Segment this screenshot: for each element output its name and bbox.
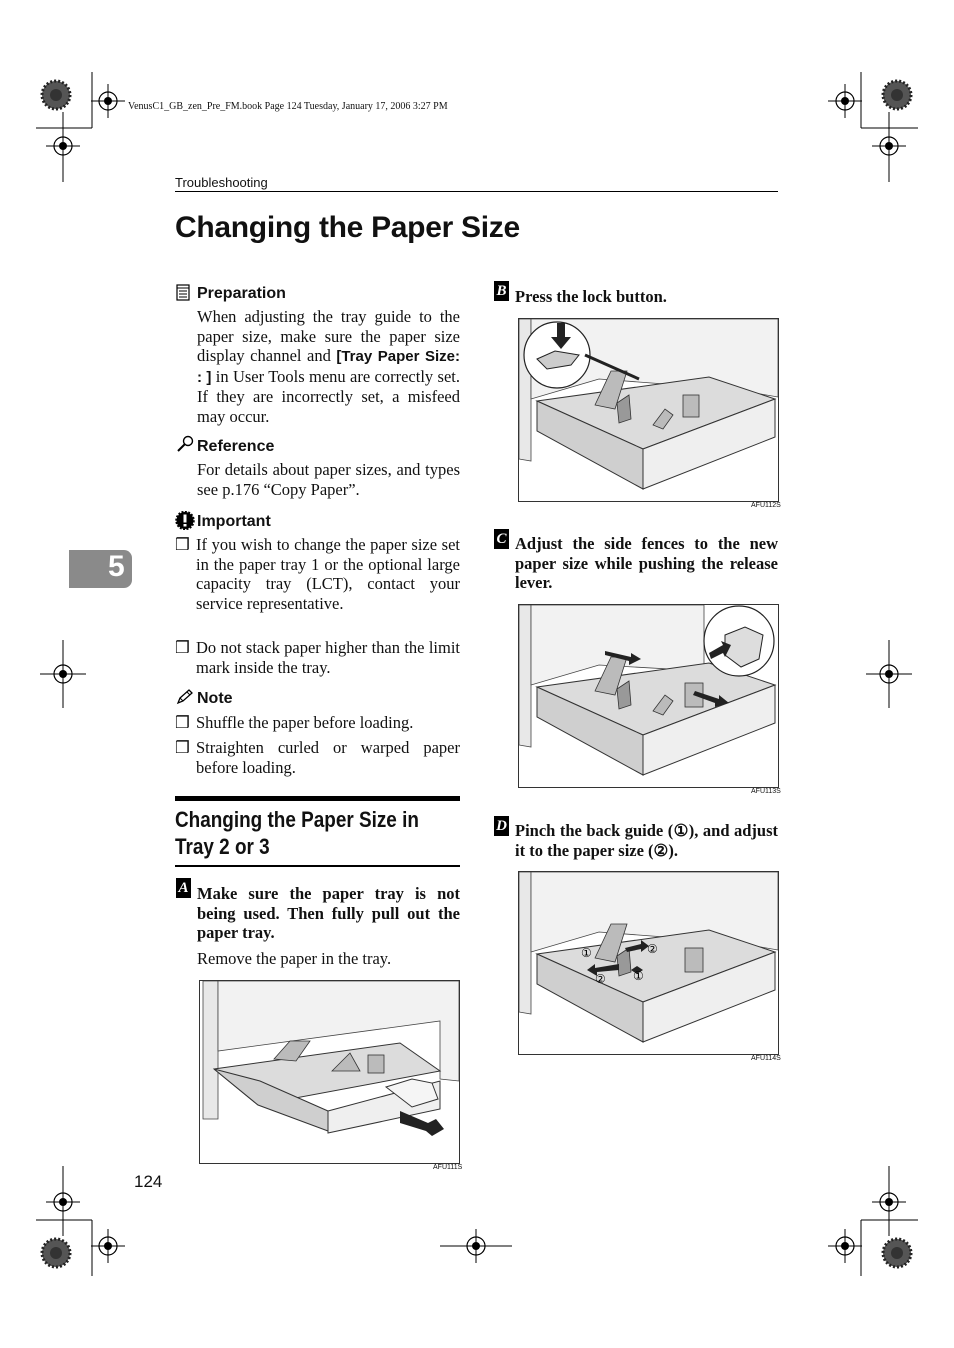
important-item [175,638,460,677]
important-item-text: Do not stack paper higher than the limit mark inside the tray. [196,638,460,677]
header-rule [175,191,778,192]
figure-3-code: AFU113S [751,788,781,795]
step-1-badge: A [176,878,191,898]
figure-1-code: AFU111S [433,1164,463,1171]
callout-1: ① [581,946,592,960]
reference-magnifier-icon [176,435,194,453]
subsection-rule-bottom [175,865,460,867]
figure-pull-out-tray [199,980,460,1164]
preparation-heading: Preparation [197,285,286,302]
note-item-text: Straighten curled or warped paper before loading. [196,738,460,777]
bullet-box-icon: ❒ [175,713,190,732]
figure-2-code: AFU112S [751,502,781,509]
step-2-badge: B [494,281,509,301]
running-head: Troubleshooting [175,175,268,190]
important-item [175,535,460,613]
subsection-title: Changing the Paper Size in Tray 2 or 3 [175,807,419,859]
preparation-text-before: When adjusting the tray guide to the paper size, make sure the paper size display channel and [197,307,460,366]
figure-press-lock-button [518,318,779,502]
bullet-box-icon: ❒ [175,738,190,757]
bullet-box-icon: ❒ [175,638,190,657]
note-pencil-icon [176,689,194,705]
callout-2: ② [647,942,658,956]
bullet-box-icon: ❒ [175,535,190,554]
callout-1: ① [633,969,644,983]
step-3-badge: C [494,529,509,549]
note-heading: Note [197,690,233,707]
figure-4-code: AFU114S [751,1055,781,1062]
page-number: 124 [134,1172,163,1191]
tray-paper-size-key: [Tray Paper Size: : ] [197,348,461,386]
callout-2: ② [595,972,606,986]
step-2-text: Press the lock button. [515,287,667,306]
file-info: VenusC1_GB_zen_Pre_FM.book Page 124 Tuesday, January 17, 2006 3:27 PM [128,101,448,112]
note-item [175,713,460,733]
chapter-number: 5 [108,550,125,583]
reference-text: For details about paper sizes, and types see p.176 “Copy Paper”. [197,460,460,499]
important-item-text: If you wish to change the paper size set in the paper tray 1 or the optional large capacity tray (LCT), contact your service representative. [196,535,460,613]
step-3-text: Adjust the side fences to the new paper size while pushing the release lever. [515,534,778,593]
preparation-icon [176,284,190,301]
page-title: Changing the Paper Size [175,211,520,244]
figure-adjust-side-fences [518,604,779,788]
step-4-badge: D [494,816,509,836]
figure-pinch-back-guide [518,871,779,1055]
important-heading: Important [197,513,271,530]
note-item [175,738,460,777]
subsection-rule-top [175,796,460,801]
preparation-text [197,307,460,427]
important-icon [175,511,195,530]
step-1-text: Make sure the paper tray is not being used. Then fully pull out the paper tray. [197,884,460,943]
step-4-text: Pinch the back guide (①), and adjust it to the paper size (②). [515,821,778,860]
preparation-text-after: in User Tools menu are correctly set. If they are incorrectly set, a misfeed may occur. [197,366,460,426]
note-item-text: Shuffle the paper before loading. [196,713,414,732]
step-1-subtext: Remove the paper in the tray. [197,949,392,968]
reference-heading: Reference [197,438,275,455]
